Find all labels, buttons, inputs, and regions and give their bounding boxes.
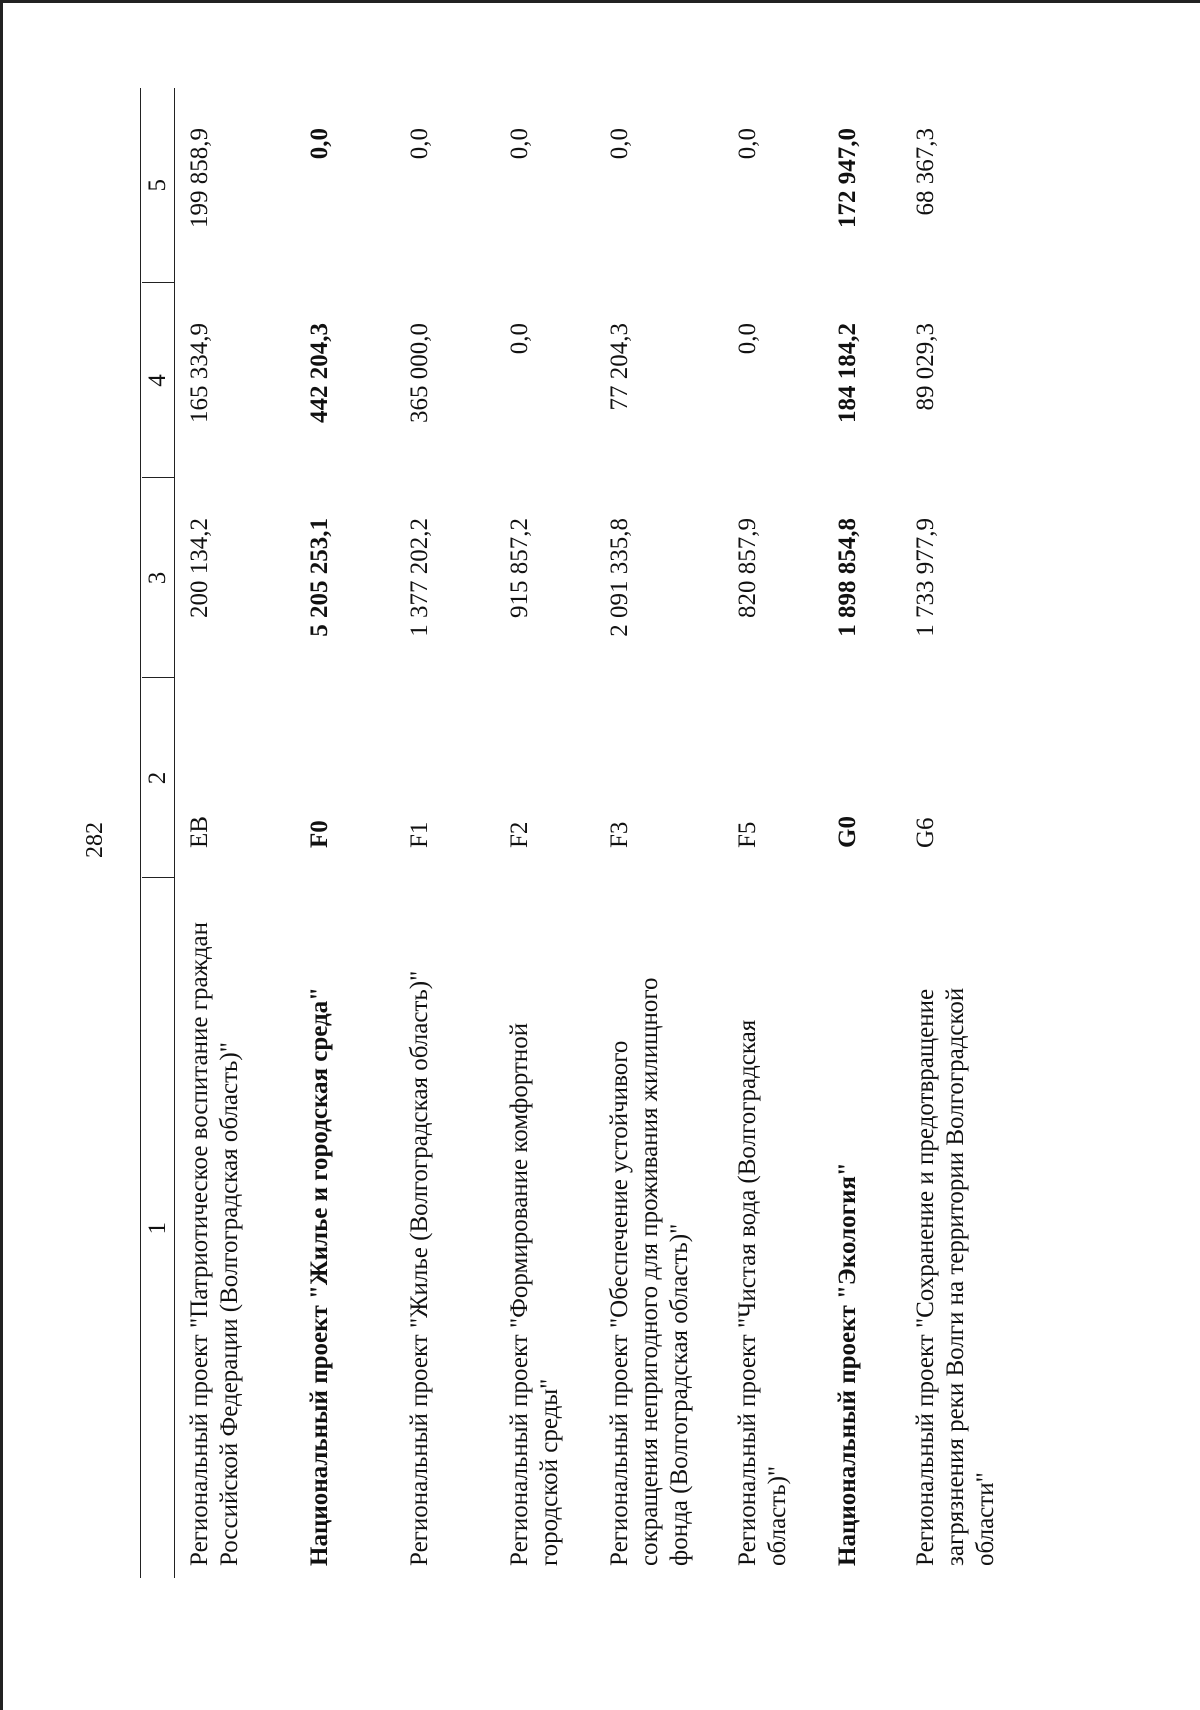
row-value-col-4: 0,0	[506, 323, 533, 355]
row-value-col-3: 5 205 253,1	[306, 518, 333, 637]
budget-table	[142, 88, 1021, 1578]
row-value-col-4: 165 334,9	[186, 323, 213, 423]
row-name-cell: Региональный проект "Жилье (Волгоградская область)"	[406, 970, 433, 1566]
row-name-cell: Региональный проект "Формирование комфортной городской среды"	[506, 1022, 563, 1566]
row-name-cell: Региональный проект "Обеспечение устойчивого сокращения непригодного для проживания жилищного фонда (Волгоградская область)"	[606, 977, 693, 1566]
page-number: 282	[82, 822, 108, 858]
table-row	[295, 88, 395, 1578]
row-value-col-5: 0,0	[406, 128, 433, 160]
row-name-cell: Национальный проект "Экология"	[834, 1162, 861, 1566]
row-code-cell: F1	[406, 821, 433, 848]
row-name-cell: Региональный проект "Сохранение и предотвращение загрязнения реки Волги на территории Волгоградской области"	[912, 987, 999, 1566]
table-top-rule	[140, 88, 141, 1578]
row-value-col-5: 0,0	[506, 128, 533, 160]
row-name-cell: Региональный проект "Чистая вода (Волгоградская область)"	[734, 1019, 791, 1566]
row-code-cell: F0	[306, 820, 333, 848]
row-value-col-4: 184 184,2	[834, 323, 861, 423]
row-code-cell: G0	[834, 816, 861, 848]
row-value-col-3: 915 857,2	[506, 518, 533, 618]
row-value-col-3: 2 091 335,8	[606, 518, 633, 637]
row-name-cell: Региональный проект "Патриотическое воспитание граждан Российской Федерации (Волгоградская область)"	[186, 921, 243, 1566]
header-col-4: 4	[142, 283, 175, 478]
header-col-3: 3	[142, 478, 175, 678]
row-value-col-4: 365 000,0	[406, 323, 433, 423]
row-code-cell: F2	[506, 821, 533, 848]
row-name-cell: Национальный проект "Жилье и городская среда"	[306, 986, 333, 1566]
row-value-col-5: 199 858,9	[186, 128, 213, 228]
row-code-cell: G6	[912, 817, 939, 848]
table-row	[395, 88, 495, 1578]
row-value-col-5: 172 947,0	[834, 128, 861, 228]
row-value-col-4: 77 204,3	[606, 323, 633, 411]
header-col-2: 2	[142, 678, 175, 878]
row-value-col-3: 200 134,2	[186, 518, 213, 618]
table-row	[495, 88, 595, 1578]
table-header-row	[142, 88, 175, 1578]
row-value-col-3: 820 857,9	[734, 518, 761, 618]
table-row	[175, 88, 296, 1578]
row-code-cell: F3	[606, 821, 633, 848]
table-row	[901, 88, 1021, 1578]
header-col-5: 5	[142, 88, 175, 283]
row-value-col-3: 1 377 202,2	[406, 518, 433, 637]
table-row	[723, 88, 823, 1578]
row-value-col-5: 0,0	[306, 128, 333, 160]
row-value-col-4: 0,0	[734, 323, 761, 355]
table-row	[595, 88, 723, 1578]
row-value-col-4: 89 029,3	[912, 323, 939, 411]
row-value-col-5: 0,0	[734, 128, 761, 160]
row-code-cell: F5	[734, 821, 761, 848]
row-value-col-4: 442 204,3	[306, 323, 333, 423]
row-value-col-5: 0,0	[606, 128, 633, 160]
row-value-col-3: 1 733 977,9	[912, 518, 939, 637]
table-row	[823, 88, 901, 1578]
header-col-1: 1	[142, 878, 175, 1578]
row-value-col-3: 1 898 854,8	[834, 518, 861, 637]
row-value-col-5: 68 367,3	[912, 128, 939, 216]
table-body	[175, 88, 1022, 1578]
row-code-cell: EB	[186, 816, 213, 848]
